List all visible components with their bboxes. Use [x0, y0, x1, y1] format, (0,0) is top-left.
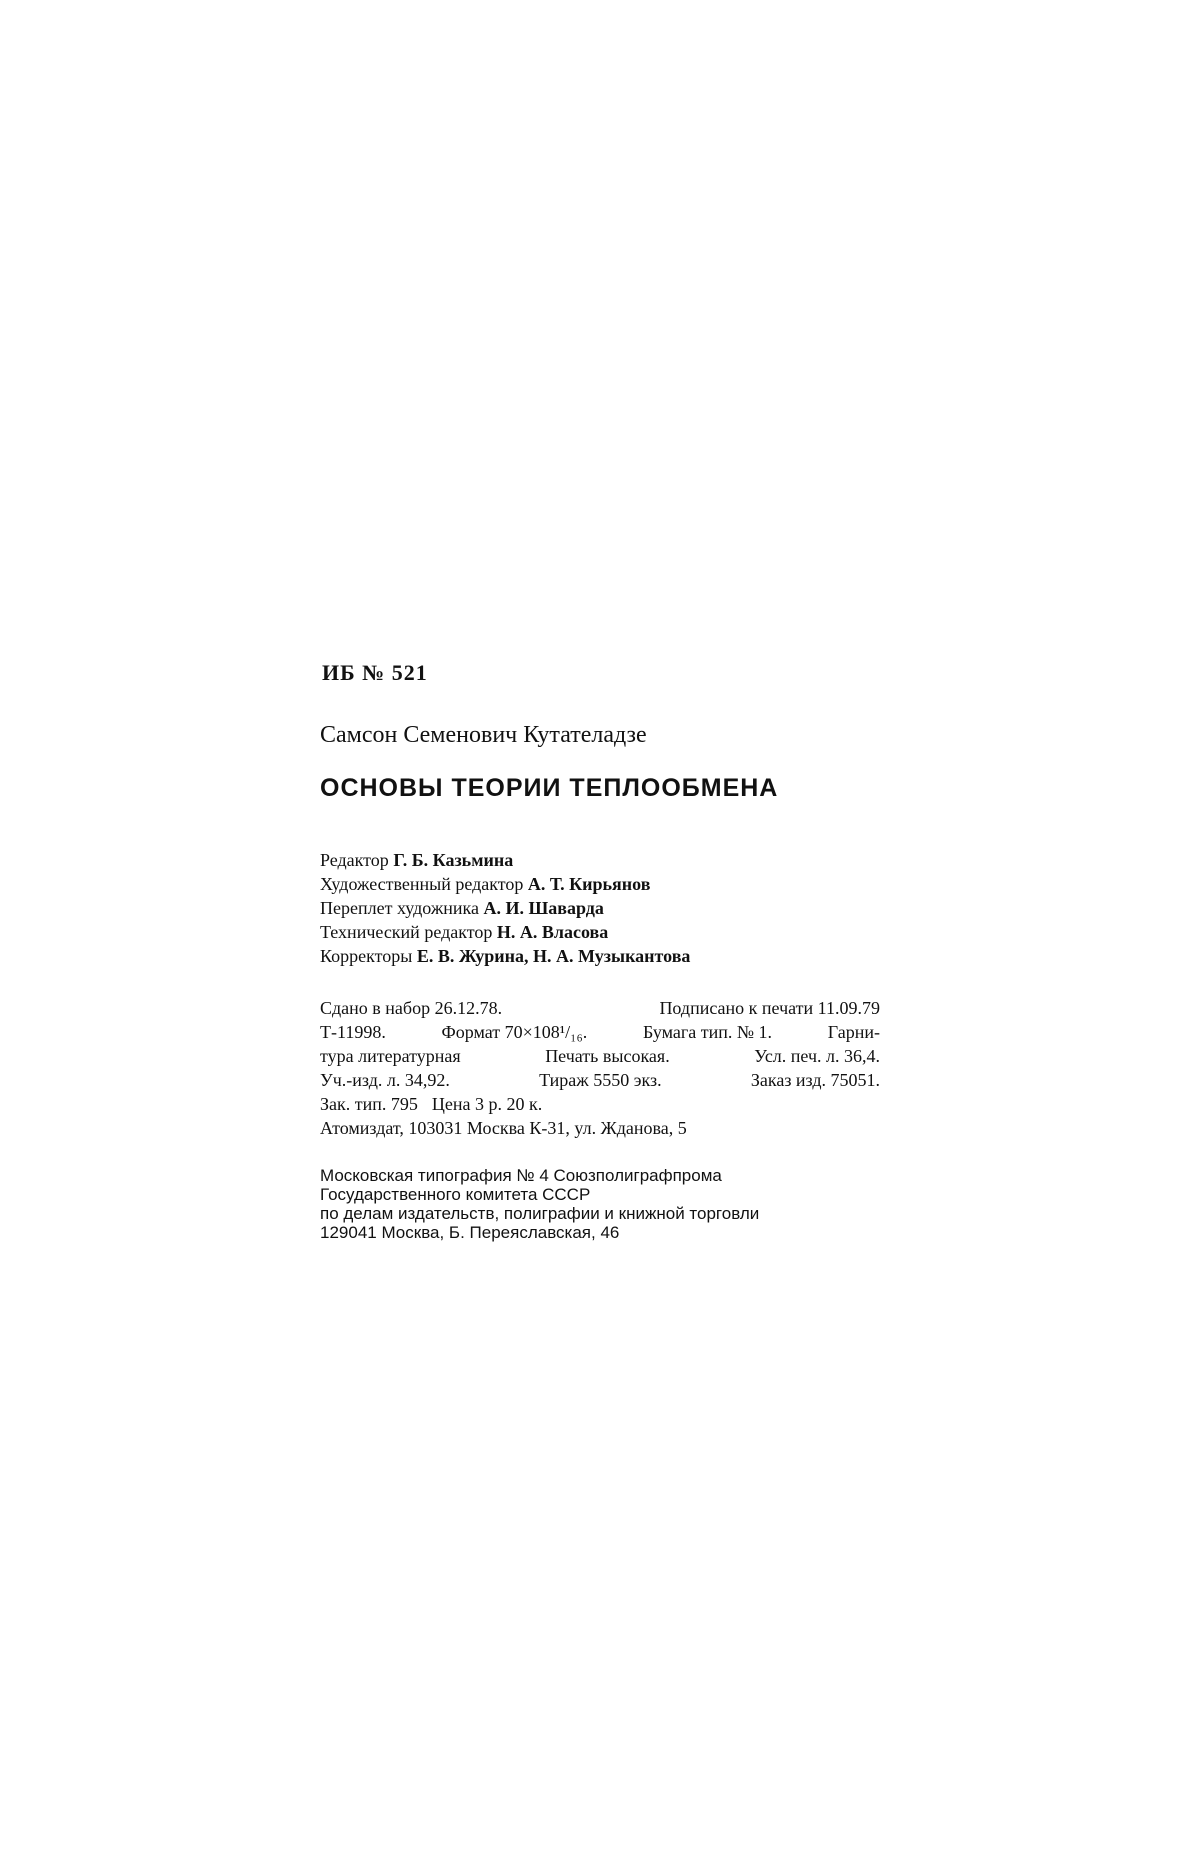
credit-role: Художественный редактор — [320, 874, 524, 894]
printer-line: Государственного комитета СССР — [320, 1185, 591, 1204]
author-name: Самсон Семенович Кутателадзе — [320, 722, 647, 748]
colophon — [320, 660, 880, 1242]
credit-line — [320, 896, 880, 920]
imprint-line — [320, 1092, 880, 1116]
imprint-line — [320, 996, 880, 1020]
credit-line — [320, 920, 880, 944]
credits — [320, 848, 880, 968]
printer-line: 129041 Москва, Б. Переяславская, 46 — [320, 1223, 620, 1242]
credit-person: Г. Б. Казьмина — [393, 850, 514, 870]
credit-role: Редактор — [320, 850, 389, 870]
imprint-item: Сдано в набор 26.12.78. — [320, 998, 503, 1018]
printer-line: Московская типография № 4 Союзполиграфпрома — [320, 1166, 722, 1185]
book-title: ОСНОВЫ ТЕОРИИ ТЕПЛООБМЕНА — [320, 774, 779, 802]
imprint-item: Цена 3 р. 20 к. — [431, 1094, 543, 1114]
printer-block — [320, 1166, 880, 1242]
imprint-block — [320, 996, 880, 1140]
imprint-item: Гарни- — [827, 1022, 880, 1042]
imprint-item: Т-11998. — [320, 1022, 386, 1042]
imprint-line — [320, 1020, 880, 1044]
ib-number: ИБ № 521 — [322, 660, 428, 685]
credit-person: Н. А. Власова — [496, 922, 609, 942]
credit-line — [320, 848, 880, 872]
credit-role: Переплет художника — [320, 898, 480, 918]
imprint-item: Усл. печ. л. 36,4. — [754, 1046, 880, 1066]
credit-role: Технический редактор — [320, 922, 493, 942]
imprint-line — [320, 1068, 880, 1092]
credit-line — [320, 944, 880, 968]
imprint-item: Уч.-изд. л. 34,92. — [320, 1070, 450, 1090]
credit-person: Е. В. Журина, Н. А. Музыкантова — [416, 946, 691, 966]
credit-person: А. И. Шаварда — [483, 898, 604, 918]
imprint-line — [320, 1044, 880, 1068]
imprint-item: Зак. тип. 795 — [320, 1094, 418, 1114]
imprint-item: Тираж 5550 экз. — [539, 1070, 662, 1090]
credit-person: А. Т. Кирьянов — [527, 874, 651, 894]
printer-line: по делам издательств, полиграфии и книжной торговли — [320, 1204, 760, 1223]
imprint-item: Бумага тип. № 1. — [642, 1022, 773, 1042]
imprint-item: Формат 70×108¹/₁₆. — [441, 1022, 588, 1042]
credit-line — [320, 872, 880, 896]
publisher-address: Атомиздат, 103031 Москва К-31, ул. Жданова, 5 — [320, 1118, 687, 1138]
credit-role: Корректоры — [320, 946, 413, 966]
imprint-line — [320, 1116, 880, 1140]
imprint-item: Заказ изд. 75051. — [750, 1070, 880, 1090]
imprint-item: Печать высокая. — [545, 1046, 670, 1066]
imprint-item: тура литературная — [320, 1046, 461, 1066]
imprint-item: Подписано к печати 11.09.79 — [659, 998, 880, 1018]
